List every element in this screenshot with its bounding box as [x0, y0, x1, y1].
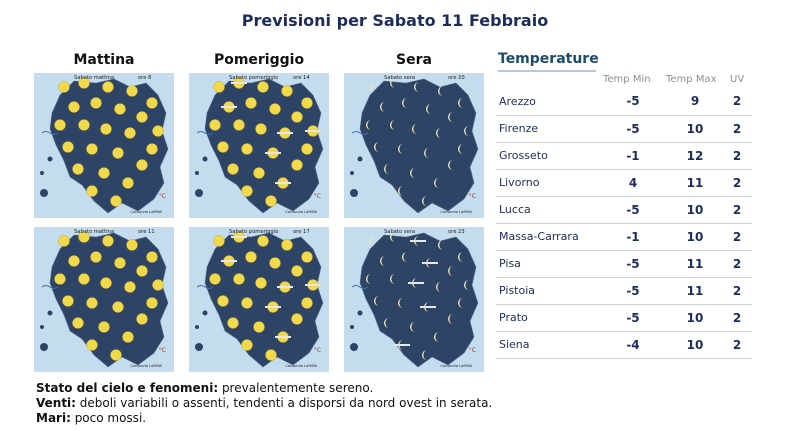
sun-icon: [63, 296, 74, 307]
sun-icon: [246, 98, 257, 109]
haze-icon: [420, 306, 436, 308]
sun-icon: [115, 258, 126, 269]
temp-min-cell: -4: [598, 331, 668, 358]
sun-icon: [292, 160, 303, 171]
sun-icon: [87, 186, 98, 197]
temperature-unit-icon: °C: [313, 193, 321, 200]
sun-icon: [115, 104, 126, 115]
sun-icon: [292, 112, 303, 123]
sun-icon: [125, 282, 136, 293]
map-label: Sabato mattina: [74, 75, 115, 81]
sun-icon: [282, 86, 293, 97]
map-label: Sabato sera: [384, 229, 416, 235]
sun-icon: [228, 318, 239, 329]
island-shape: [40, 171, 44, 175]
temperature-unit-icon: °C: [313, 347, 321, 354]
sun-icon: [127, 86, 138, 97]
temperature-unit-icon: °C: [158, 193, 166, 200]
temp-max-cell: 10: [668, 331, 722, 358]
map-label: Sabato pomeriggio: [229, 229, 279, 235]
weather-map: [189, 73, 329, 218]
uv-cell: 2: [722, 169, 752, 196]
haze-icon: [277, 132, 293, 134]
sun-icon: [123, 178, 134, 189]
uv-cell: 2: [722, 304, 752, 331]
temp-min-cell: -5: [598, 304, 668, 331]
haze-icon: [275, 336, 291, 338]
sun-icon: [113, 302, 124, 313]
temp-min-cell: -1: [598, 223, 668, 250]
temp-max-cell: 10: [668, 304, 722, 331]
sun-icon: [282, 240, 293, 251]
haze-icon: [410, 240, 426, 242]
city-cell: Lucca: [496, 196, 598, 223]
temp-min-cell: -5: [598, 250, 668, 277]
sun-icon: [147, 98, 158, 109]
table-row: [496, 196, 752, 223]
sun-icon: [91, 252, 102, 263]
sun-icon: [242, 340, 253, 351]
sun-icon: [266, 350, 277, 361]
uv-cell: 2: [722, 331, 752, 358]
header-uv: UV: [730, 74, 745, 85]
sun-icon: [137, 266, 148, 277]
map-label: Sabato pomeriggio: [229, 75, 279, 81]
sun-icon: [254, 168, 265, 179]
haze-icon: [408, 282, 424, 284]
tuscany-map-graphic: [189, 227, 329, 372]
sun-icon: [87, 144, 98, 155]
column-heading-evening: Sera: [396, 52, 432, 68]
sun-icon: [214, 82, 225, 93]
haze-icon: [265, 152, 281, 154]
map-time: ore 8: [138, 75, 152, 81]
map-time: ore 23: [448, 229, 465, 235]
haze-icon: [275, 182, 291, 184]
temp-max-cell: 10: [668, 115, 722, 142]
weather-map: [344, 73, 484, 218]
weather-map: [34, 227, 174, 372]
map-time: ore 20: [448, 75, 465, 81]
table-row: [496, 169, 752, 196]
sun-icon: [55, 120, 66, 131]
temp-max-cell: 11: [668, 277, 722, 304]
temp-max-cell: 12: [668, 142, 722, 169]
sun-icon: [73, 318, 84, 329]
island-shape: [48, 157, 53, 162]
weather-map: [34, 73, 174, 218]
sun-icon: [63, 142, 74, 153]
sun-icon: [101, 124, 112, 135]
header-temp-min: Temp Min: [603, 74, 651, 85]
sun-icon: [113, 148, 124, 159]
haze-icon: [305, 284, 321, 286]
sea-note-label: Mari:: [36, 411, 71, 425]
city-cell: Pistoia: [496, 277, 598, 304]
sun-icon: [101, 278, 112, 289]
table-row: [496, 304, 752, 331]
tuscany-map-graphic: [34, 227, 174, 372]
temp-max-cell: 10: [668, 223, 722, 250]
page-title: Previsioni per Sabato 11 Febbraio: [241, 11, 549, 30]
sun-icon: [270, 258, 281, 269]
island-shape: [203, 157, 208, 162]
uv-cell: 2: [722, 88, 752, 115]
sun-icon: [242, 186, 253, 197]
temp-min-cell: 4: [598, 169, 668, 196]
temp-min-cell: -5: [598, 88, 668, 115]
sun-icon: [266, 196, 277, 207]
sky-note-text: prevalentemente sereno.: [218, 381, 374, 395]
sun-icon: [99, 322, 110, 333]
haze-icon: [231, 82, 247, 84]
sun-icon: [210, 120, 221, 131]
sun-icon: [111, 196, 122, 207]
sun-icon: [79, 274, 90, 285]
forecast-notes: [36, 381, 492, 426]
city-cell: Livorno: [496, 169, 598, 196]
island-shape: [40, 343, 48, 351]
sun-icon: [59, 82, 70, 93]
temperature-heading: Temperature: [498, 51, 599, 67]
sun-icon: [137, 314, 148, 325]
map-label: Sabato mattina: [74, 229, 115, 235]
sun-icon: [127, 240, 138, 251]
sun-icon: [59, 236, 70, 247]
sun-icon: [256, 278, 267, 289]
sun-icon: [69, 256, 80, 267]
island-shape: [195, 343, 203, 351]
city-cell: Arezzo: [496, 88, 598, 115]
sun-icon: [79, 120, 90, 131]
city-cell: Pisa: [496, 250, 598, 277]
island-shape: [195, 325, 199, 329]
sun-icon: [302, 144, 313, 155]
city-cell: Firenze: [496, 115, 598, 142]
tuscany-map-graphic: [34, 73, 174, 218]
sun-icon: [302, 98, 313, 109]
tuscany-map-graphic: [344, 73, 484, 218]
table-row: [496, 277, 752, 304]
temperature-unit-icon: °C: [468, 193, 476, 200]
sun-icon: [91, 98, 102, 109]
map-time: ore 17: [293, 229, 310, 235]
island-shape: [350, 171, 354, 175]
haze-icon: [231, 236, 247, 238]
map-credit: Consorzio LaMMA: [440, 364, 472, 368]
island-shape: [40, 189, 48, 197]
city-cell: Prato: [496, 304, 598, 331]
temp-max-cell: 11: [668, 250, 722, 277]
sun-icon: [258, 82, 269, 93]
uv-cell: 2: [722, 142, 752, 169]
island-shape: [195, 189, 203, 197]
sun-icon: [123, 332, 134, 343]
sun-icon: [242, 298, 253, 309]
sun-icon: [302, 298, 313, 309]
haze-icon: [221, 260, 237, 262]
map-credit: Consorzio LaMMA: [440, 210, 472, 214]
sun-icon: [292, 266, 303, 277]
sun-icon: [214, 236, 225, 247]
column-heading-afternoon: Pomeriggio: [213, 52, 305, 68]
temp-min-cell: -1: [598, 142, 668, 169]
island-shape: [350, 325, 354, 329]
tuscany-map-graphic: [189, 73, 329, 218]
sun-icon: [218, 296, 229, 307]
weather-map: [189, 227, 329, 372]
header-temp-max: Temp Max: [666, 74, 717, 85]
sun-icon: [147, 298, 158, 309]
island-shape: [350, 343, 358, 351]
sun-icon: [210, 274, 221, 285]
uv-cell: 2: [722, 223, 752, 250]
sea-note: [36, 411, 492, 426]
sun-icon: [254, 322, 265, 333]
uv-cell: 2: [722, 277, 752, 304]
map-label: Sabato sera: [384, 75, 416, 81]
temperature-unit-icon: °C: [468, 347, 476, 354]
temp-max-cell: 11: [668, 169, 722, 196]
sun-icon: [242, 144, 253, 155]
temperature-unit-icon: °C: [158, 347, 166, 354]
map-credit: Consorzio LaMMA: [130, 210, 162, 214]
sun-icon: [69, 102, 80, 113]
column-heading-morning: Mattina: [73, 52, 135, 68]
sea-note-text: poco mossi.: [70, 411, 147, 425]
table-row: [496, 88, 752, 115]
haze-icon: [305, 130, 321, 132]
table-row: [496, 250, 752, 277]
map-time: ore 14: [293, 75, 310, 81]
island-shape: [40, 325, 44, 329]
island-shape: [48, 311, 53, 316]
sky-note-label: Stato del cielo e fenomeni:: [36, 381, 219, 395]
temp-min-cell: -5: [598, 277, 668, 304]
temp-max-cell: 10: [668, 196, 722, 223]
sun-icon: [153, 126, 164, 137]
uv-cell: 2: [722, 115, 752, 142]
heading-underline: [498, 70, 596, 72]
temperature-table: [496, 88, 752, 359]
island-shape: [195, 171, 199, 175]
island-shape: [203, 311, 208, 316]
table-row: [496, 115, 752, 142]
sun-icon: [87, 298, 98, 309]
map-credit: Consorzio LaMMA: [285, 364, 317, 368]
temp-min-cell: -5: [598, 115, 668, 142]
temp-max-cell: 9: [668, 88, 722, 115]
island-shape: [358, 157, 363, 162]
sun-icon: [99, 168, 110, 179]
tuscany-map-graphic: [344, 227, 484, 372]
wind-note-text: deboli variabili o assenti, tendenti a disporsi da nord ovest in serata.: [75, 396, 493, 410]
sun-icon: [125, 128, 136, 139]
uv-cell: 2: [722, 196, 752, 223]
city-cell: Massa-Carrara: [496, 223, 598, 250]
table-row: [496, 142, 752, 169]
sun-icon: [137, 160, 148, 171]
sun-icon: [256, 124, 267, 135]
weather-map: [344, 227, 484, 372]
sun-icon: [111, 350, 122, 361]
sun-icon: [147, 144, 158, 155]
map-credit: Consorzio LaMMA: [130, 364, 162, 368]
sun-icon: [147, 252, 158, 263]
wind-note-label: Venti:: [36, 396, 76, 410]
haze-icon: [394, 344, 410, 346]
island-shape: [350, 189, 358, 197]
map-time: ore 11: [138, 229, 155, 235]
sun-icon: [234, 120, 245, 131]
wind-note: [36, 396, 492, 411]
sun-icon: [55, 274, 66, 285]
uv-cell: 2: [722, 250, 752, 277]
sun-icon: [137, 112, 148, 123]
sun-icon: [103, 82, 114, 93]
sun-icon: [302, 252, 313, 263]
sun-icon: [270, 104, 281, 115]
temp-min-cell: -5: [598, 196, 668, 223]
table-row: [496, 223, 752, 250]
map-credit: Consorzio LaMMA: [285, 210, 317, 214]
island-shape: [358, 311, 363, 316]
sun-icon: [73, 164, 84, 175]
haze-icon: [265, 306, 281, 308]
sun-icon: [228, 164, 239, 175]
sun-icon: [103, 236, 114, 247]
city-cell: Grosseto: [496, 142, 598, 169]
city-cell: Siena: [496, 331, 598, 358]
table-row: [496, 331, 752, 358]
sun-icon: [153, 280, 164, 291]
sun-icon: [246, 252, 257, 263]
sky-note: [36, 381, 492, 396]
sun-icon: [292, 314, 303, 325]
sun-icon: [258, 236, 269, 247]
haze-icon: [422, 262, 438, 264]
haze-icon: [277, 286, 293, 288]
sun-icon: [218, 142, 229, 153]
haze-icon: [221, 106, 237, 108]
sun-icon: [234, 274, 245, 285]
sun-icon: [87, 340, 98, 351]
